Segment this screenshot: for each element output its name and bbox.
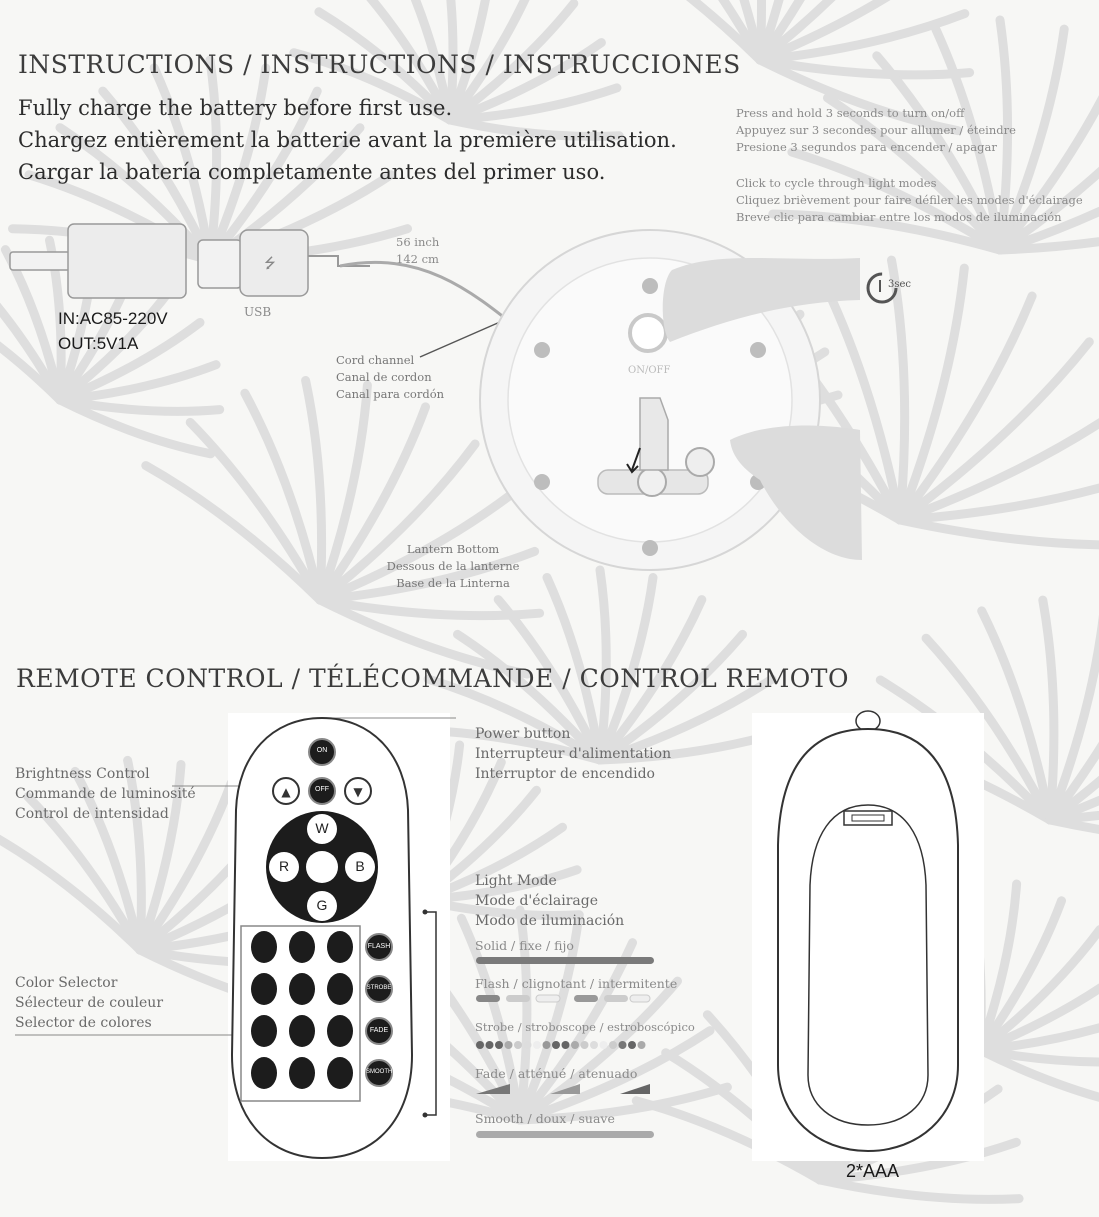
color-button: [327, 931, 353, 963]
strobe-dot: [562, 1041, 570, 1049]
click-cycle-en: Click to cycle through light modes: [736, 176, 937, 190]
color-button: [251, 931, 277, 963]
mode-fade-label: Fade / atténué / atenuado: [475, 1066, 638, 1081]
click-cycle-es: Breve clic para cambiar entre los modos de iluminación: [736, 210, 1062, 224]
color-button: [327, 973, 353, 1005]
on-button-label: ON: [316, 747, 328, 754]
bracket-dot: [423, 1113, 428, 1118]
press-hold-es: Presione 3 segundos para encender / apagar: [736, 140, 997, 154]
press-hold-fr: Appuyez sur 3 secondes pour allumer / éteindre: [736, 123, 1016, 137]
screw-hole: [534, 474, 550, 490]
g-label: G: [316, 897, 328, 913]
strobe-dot: [590, 1041, 598, 1049]
strobe-label: STROBE: [366, 985, 392, 991]
color-button: [251, 1057, 277, 1089]
strobe-dot: [486, 1041, 494, 1049]
brightness-up-icon: ▲: [281, 785, 291, 799]
instructions-title: INSTRUCTIONS / INSTRUCTIONS / INSTRUCCIONES: [18, 50, 741, 79]
brightness-down-icon: ▼: [353, 785, 363, 799]
strobe-dot: [524, 1041, 532, 1049]
fade-label: FADE: [369, 1027, 389, 1034]
mode-smooth-label: Smooth / doux / suave: [475, 1111, 615, 1126]
smooth-label: SMOOTH: [366, 1069, 393, 1075]
strobe-dot: [533, 1041, 541, 1049]
onoff-label: ON/OFF: [628, 365, 671, 376]
light-mode-bracket: [425, 912, 436, 1115]
lantern-bottom-label: [378, 541, 528, 592]
smooth-sample: [476, 1131, 654, 1138]
strobe-dot: [514, 1041, 522, 1049]
strobe-dot: [505, 1041, 513, 1049]
strobe-dot: [581, 1041, 589, 1049]
strobe-dot: [609, 1041, 617, 1049]
strobe-dot: [543, 1041, 551, 1049]
timer-label: 3sec: [888, 279, 912, 290]
b-label: B: [355, 858, 365, 874]
battery-label: 2*AAA: [846, 1161, 900, 1181]
light-mode-es: Modo de iluminación: [475, 913, 625, 929]
cord-channel-es: Canal para cordón: [336, 387, 445, 401]
power-button-fr: Interrupteur d'alimentation: [475, 746, 672, 762]
flash-sample: [476, 995, 650, 1002]
fade-sample: [476, 1084, 650, 1094]
flash-label: FLASH: [367, 943, 391, 950]
cord-channel-fr: Canal de cordon: [336, 370, 432, 384]
color-selector-callout: [15, 973, 163, 1033]
color-button: [251, 973, 277, 1005]
color-button: [289, 973, 315, 1005]
r-label: R: [278, 858, 290, 874]
brightness-es: Control de intensidad: [15, 806, 169, 822]
strobe-dot: [638, 1041, 646, 1049]
screw-hole: [642, 278, 658, 294]
adapter-specs: [58, 306, 168, 356]
remote-title: REMOTE CONTROL / TÉLÉCOMMANDE / CONTROL REMOTO: [16, 664, 849, 693]
mode-flash-label: Flash / clignotant / intermitente: [475, 976, 678, 991]
cord-length-inch: 56 inch: [396, 235, 440, 249]
strobe-dot: [619, 1041, 627, 1049]
remote-back-diagram: [752, 705, 984, 1161]
cord-length: [396, 234, 439, 268]
power-button-en: Power button: [475, 726, 571, 742]
cord-length-cm: 142 cm: [396, 252, 439, 266]
solid-sample: [476, 957, 654, 964]
cord-channel-en: Cord channel: [336, 353, 415, 367]
on-off-button-icon: [630, 315, 666, 351]
screw-hole: [750, 342, 766, 358]
strobe-dot: [628, 1041, 636, 1049]
charging-diagram: [0, 200, 1099, 620]
power-button-callout: [475, 724, 671, 784]
color-selector-fr: Sélecteur de couleur: [15, 995, 164, 1011]
leaf-stroke: [1050, 820, 1099, 841]
adapter-input: IN:AC85-220V: [58, 309, 168, 328]
light-mode-en: Light Mode: [475, 873, 557, 889]
light-mode-callout: [475, 871, 624, 931]
connector-plug: [686, 448, 714, 476]
press-hold-en: Press and hold 3 seconds to turn on/off: [736, 106, 965, 120]
brightness-en: Brightness Control: [15, 766, 150, 782]
color-button: [289, 1015, 315, 1047]
screw-hole: [642, 540, 658, 556]
off-button-label: OFF: [315, 786, 329, 793]
power-adapter: [68, 224, 186, 298]
instruction-line-es: Cargar la batería completamente antes del primer uso.: [18, 160, 606, 184]
power-button-es: Interruptor de encendido: [475, 766, 655, 782]
strobe-dot: [571, 1041, 579, 1049]
latch-slot: [852, 815, 884, 821]
strobe-dot: [552, 1041, 560, 1049]
color-button: [289, 931, 315, 963]
strobe-sample: [476, 1041, 646, 1049]
lantern-bottom-en: Lantern Bottom: [406, 542, 500, 556]
battery-cover: [808, 805, 928, 1125]
lantern-bottom-fr: Dessous de la lanterne: [386, 559, 520, 573]
mode-strobe-label: Strobe / stroboscope / estroboscópico: [475, 1020, 695, 1034]
leaf-stroke: [820, 1180, 1019, 1199]
light-mode-fr: Mode d'éclairage: [475, 893, 598, 909]
usb-connector-tip: [198, 240, 242, 288]
usb-icon: ⭍: [264, 256, 276, 272]
instruction-line-en: Fully charge the battery before first use.: [18, 96, 453, 120]
screw-hole: [534, 342, 550, 358]
color-wheel-center: [306, 851, 338, 883]
strobe-dot: [600, 1041, 608, 1049]
w-label: W: [315, 820, 329, 836]
color-selector-en: Color Selector: [15, 975, 118, 991]
bracket-dot: [423, 910, 428, 915]
cord-connector: [640, 398, 668, 470]
usb-label: USB: [244, 305, 272, 319]
strobe-dot: [476, 1041, 484, 1049]
color-button: [289, 1057, 315, 1089]
color-button: [327, 1015, 353, 1047]
color-button: [327, 1057, 353, 1089]
color-button: [251, 1015, 277, 1047]
plug-prong: [10, 252, 70, 270]
strobe-dot: [495, 1041, 503, 1049]
press-hold-text: [736, 105, 1016, 156]
cord-channel-label: [336, 352, 444, 403]
click-cycle-fr: Cliquez brièvement pour faire défiler les modes d'éclairage: [736, 193, 1083, 207]
instruction-line-fr: Chargez entièrement la batterie avant la première utilisation.: [18, 128, 677, 152]
lantern-bottom-es: Base de la Linterna: [396, 576, 510, 590]
light-mode-samples: [470, 950, 670, 1140]
color-selector-es: Selector de colores: [15, 1015, 152, 1031]
port-socket: [638, 468, 666, 496]
brightness-callout: [15, 764, 196, 824]
adapter-output: OUT:5V1A: [58, 334, 139, 353]
mode-solid-label: Solid / fixe / fijo: [475, 938, 574, 953]
brightness-fr: Commande de luminosité: [15, 786, 196, 802]
instructions-text: [18, 92, 677, 188]
